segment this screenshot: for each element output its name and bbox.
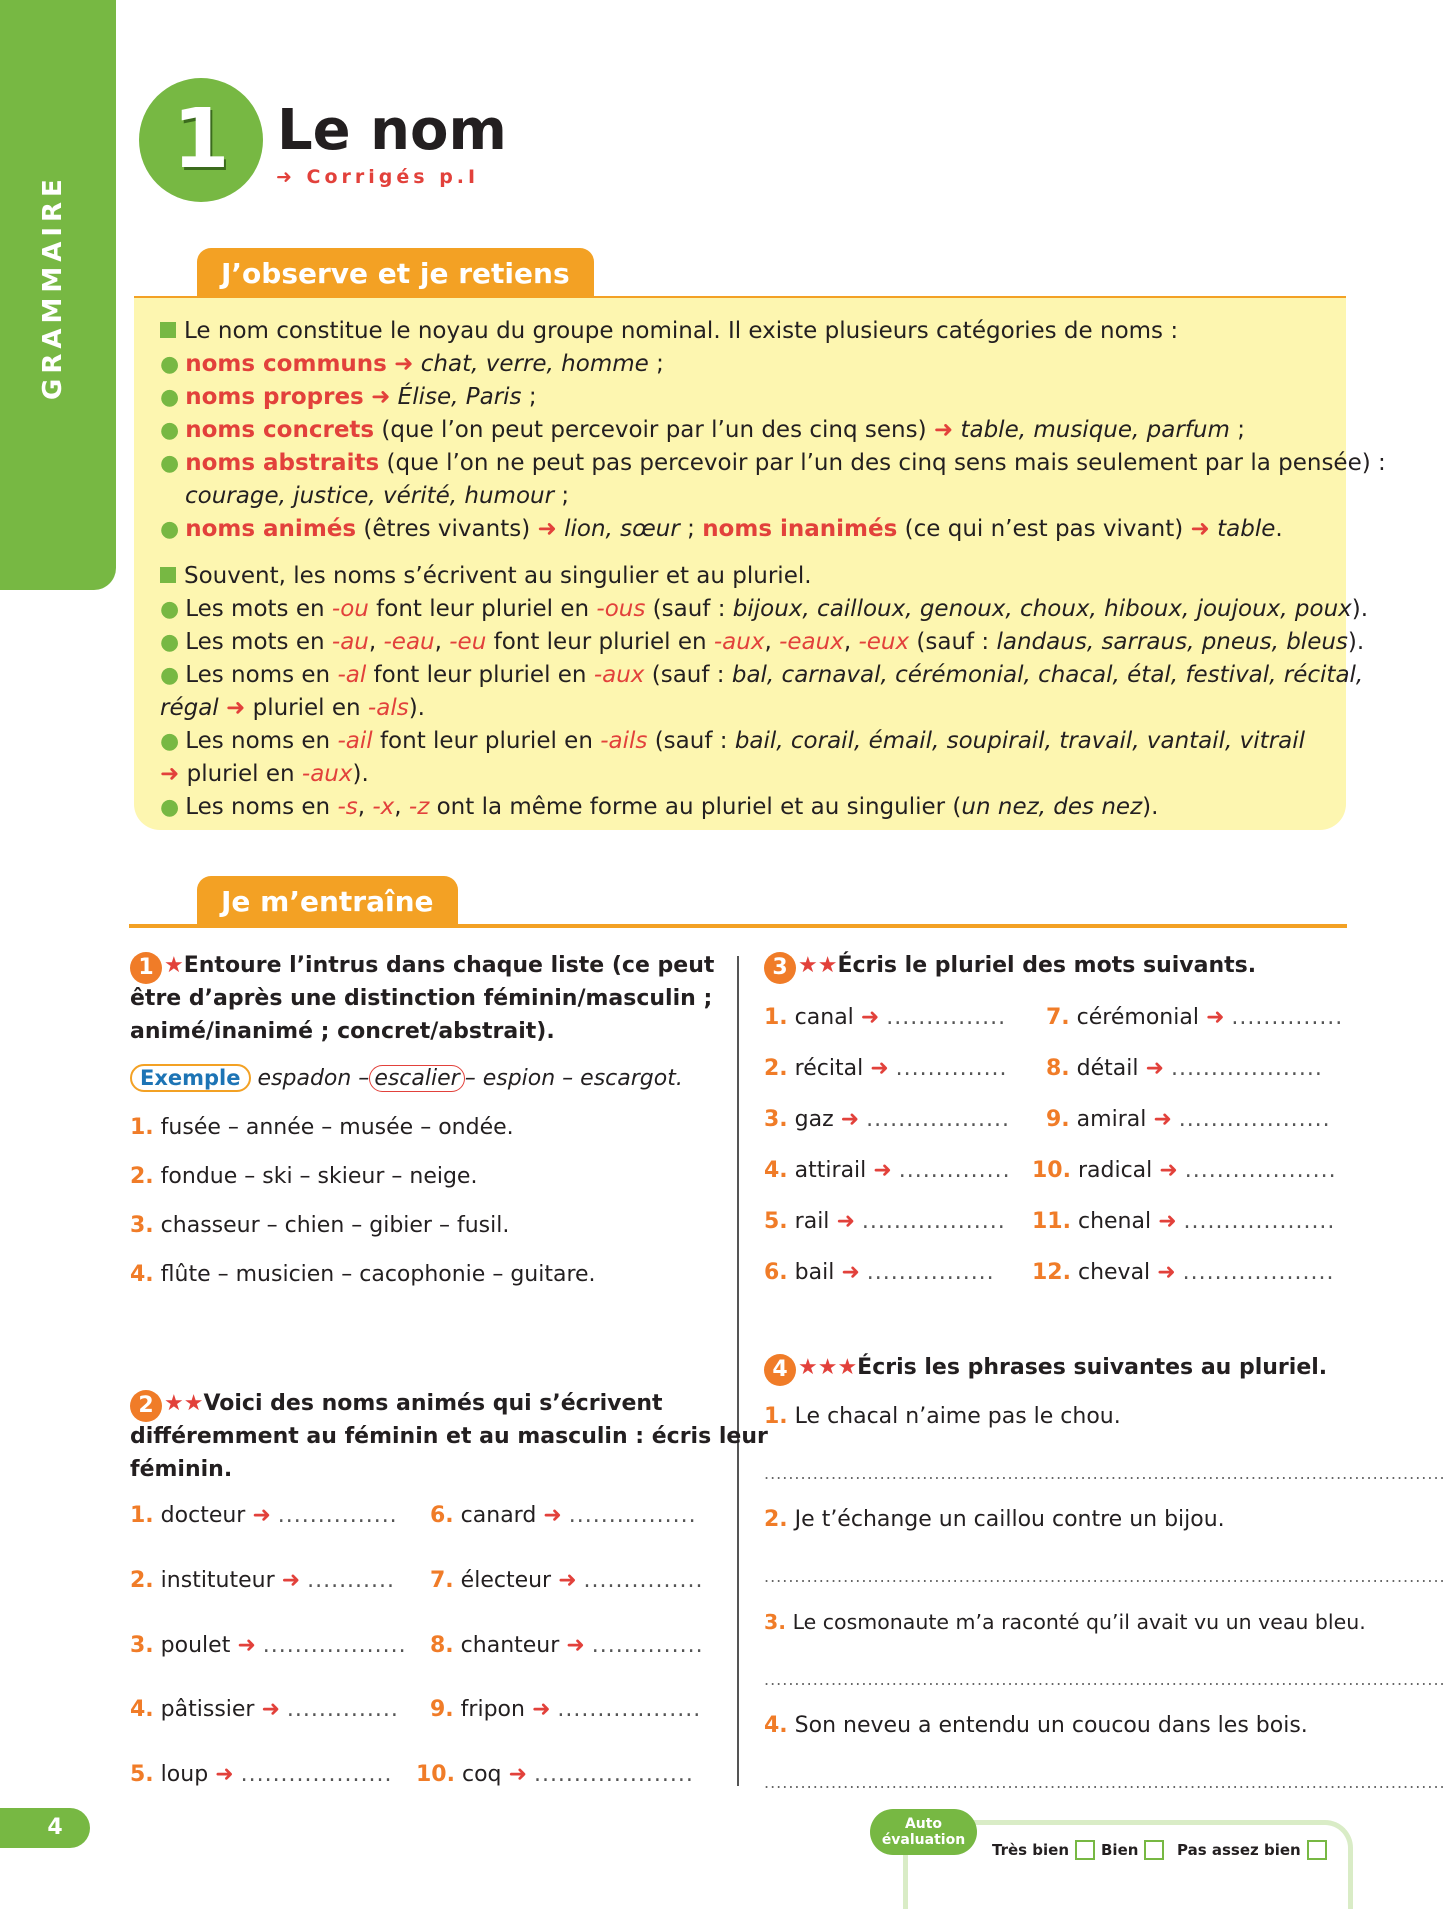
checkbox[interactable]	[1144, 1840, 1164, 1860]
exercise-1-badge: 1	[130, 952, 162, 984]
exercise-3-item[interactable]: 7. cérémonial ➜ ..............	[1046, 1005, 1344, 1030]
sidebar-label: GRAMMAIRE	[38, 174, 68, 400]
exercise-1-item[interactable]: 3. chasseur – chien – gibier – fusil.	[130, 1213, 510, 1238]
exercise-1-item[interactable]: 1. fusée – année – musée – ondée.	[130, 1115, 514, 1140]
exercise-4-badge: 4	[764, 1354, 796, 1386]
eval-option-tres-bien[interactable]: Très bien	[992, 1840, 1095, 1860]
rule-bullet-abstraits-examples: courage, justice, vérité, humour ;	[185, 483, 570, 509]
exercise-3-item[interactable]: 4. attirail ➜ ..............	[764, 1158, 1011, 1183]
exercise-3-badge: 3	[764, 952, 796, 984]
exercise-3-item[interactable]: 12. cheval ➜ ...................	[1032, 1260, 1335, 1285]
exercise-2-badge: 2	[130, 1390, 162, 1422]
example-label: Exemple	[130, 1064, 251, 1092]
exercise-2-item[interactable]: 1. docteur ➜ ...............	[130, 1503, 398, 1528]
rule-bullet-animes: ● noms animés (êtres vivants) ➜ lion, sœur ; noms inanimés (ce qui n’est pas vivant) ➜ table.	[160, 516, 1283, 542]
answer-line[interactable]: ................................................................................................................	[764, 1670, 1446, 1689]
exercise-3-item[interactable]: 11. chenal ➜ ...................	[1032, 1209, 1336, 1234]
page-number: 4	[47, 1815, 63, 1840]
chapter-title: Le nom	[277, 98, 507, 163]
rule-bullet-concrets: ● noms concrets (que l’on peut percevoir par l’un des cinq sens) ➜ table, musique, parfum ;	[160, 417, 1245, 443]
exercise-4-item: 2. Je t’échange un caillou contre un bijou.	[764, 1507, 1225, 1532]
answer-line[interactable]: ................................................................................................................	[764, 1464, 1446, 1483]
rule-plural-ou: ● Les mots en -ou font leur pluriel en -ous (sauf : bijoux, cailloux, genoux, choux, hiboux, joujoux, poux).	[160, 596, 1369, 622]
exercise-3-item[interactable]: 9. amiral ➜ ...................	[1046, 1107, 1331, 1132]
circled-intrus: escalier	[369, 1065, 464, 1092]
exercise-1-example: Exemple espadon – escalier – espion – escargot.	[130, 1064, 683, 1092]
exercise-3-item[interactable]: 3. gaz ➜ ..................	[764, 1107, 1010, 1132]
eval-option-pas-assez-bien[interactable]: Pas assez bien	[1177, 1840, 1327, 1860]
exercise-2-item[interactable]: 5. loup ➜ ...................	[130, 1762, 393, 1787]
exercise-2-item[interactable]: 4. pâtissier ➜ ..............	[130, 1697, 399, 1722]
rule-bullet-abstraits: ● noms abstraits (que l’on ne peut pas percevoir par l’un des cinq sens mais seulement par la pensée) :	[160, 450, 1386, 476]
difficulty-star-icon: ★★	[164, 1391, 204, 1416]
practice-section-rule	[129, 924, 1347, 928]
checkbox[interactable]	[1307, 1840, 1327, 1860]
exercise-1-heading-line-3: animé/inanimé ; concret/abstrait).	[130, 1019, 555, 1044]
exercise-2-heading-line-3: féminin.	[130, 1457, 233, 1482]
rule-plural-al-cont: régal ➜ pluriel en -als).	[160, 695, 425, 721]
rule-intro-1: Le nom constitue le noyau du groupe nominal. Il existe plusieurs catégories de noms :	[160, 318, 1178, 344]
exercise-3-heading: 3 ★★Écris le pluriel des mots suivants.	[764, 950, 1256, 984]
checkbox[interactable]	[1075, 1840, 1095, 1860]
difficulty-star-icon: ★★★	[798, 1355, 858, 1380]
chapter-corrections-link[interactable]: ➜ Corrigés p.I	[276, 166, 480, 188]
rule-plural-au: ● Les mots en -au, -eau, -eu font leur pluriel en -aux, -eaux, -eux (sauf : landaus, sarraus, pneus, bleus).	[160, 629, 1365, 655]
exercise-1-item[interactable]: 4. flûte – musicien – cacophonie – guitare.	[130, 1262, 596, 1287]
self-evaluation-label: Auto évaluation	[870, 1809, 977, 1855]
chapter-number: 1	[172, 92, 230, 187]
exercise-2-item[interactable]: 6. canard ➜ ................	[430, 1503, 697, 1528]
exercise-4-heading: 4 ★★★Écris les phrases suivantes au pluriel.	[764, 1352, 1327, 1386]
exercise-3-item[interactable]: 8. détail ➜ ...................	[1046, 1056, 1323, 1081]
answer-line[interactable]: ................................................................................................................	[764, 1567, 1446, 1586]
exercise-2-heading: 2 ★★Voici des noms animés qui s’écrivent	[130, 1388, 663, 1422]
exercise-2-item[interactable]: 8. chanteur ➜ ..............	[430, 1633, 704, 1658]
eval-option-bien[interactable]: Bien	[1101, 1840, 1164, 1860]
rule-bullet-communs: ● noms communs ➜ chat, verre, homme ;	[160, 351, 664, 377]
rule-plural-ail-cont: ➜ pluriel en -aux).	[160, 761, 369, 787]
exercise-2-item[interactable]: 10. coq ➜ ....................	[416, 1762, 694, 1787]
rule-plural-ail: ● Les noms en -ail font leur pluriel en -ails (sauf : bail, corail, émail, soupirail, travail, vantail, vitrail	[160, 728, 1306, 754]
exercise-4-item: 1. Le chacal n’aime pas le chou.	[764, 1404, 1121, 1429]
exercise-3-item[interactable]: 5. rail ➜ ..................	[764, 1209, 1006, 1234]
exercise-2-item[interactable]: 3. poulet ➜ ..................	[130, 1633, 407, 1658]
rules-box	[134, 298, 1386, 830]
exercise-1-heading-line-2: être d’après une distinction féminin/masculin ;	[130, 986, 713, 1011]
practice-section-tab: Je m’entraîne	[197, 876, 458, 926]
exercise-3-item[interactable]: 2. récital ➜ ..............	[764, 1056, 1008, 1081]
exercise-3-item[interactable]: 10. radical ➜ ...................	[1032, 1158, 1337, 1183]
exercise-2-item[interactable]: 7. électeur ➜ ...............	[430, 1568, 704, 1593]
exercise-4-item: 4. Son neveu a entendu un coucou dans les bois.	[764, 1713, 1308, 1738]
exercise-2-item[interactable]: 2. instituteur ➜ ...........	[130, 1568, 396, 1593]
exercise-4-item: 3. Le cosmonaute m’a raconté qu’il avait vu un veau bleu.	[764, 1610, 1366, 1634]
exercise-1-heading: 1 ★Entoure l’intrus dans chaque liste (ce peut	[130, 950, 714, 984]
rule-plural-sxz: ● Les noms en -s, -x, -z ont la même forme au pluriel et au singulier (un nez, des nez).	[160, 794, 1159, 820]
rule-bullet-propres: ● noms propres ➜ Élise, Paris ;	[160, 384, 537, 410]
exercise-1-item[interactable]: 2. fondue – ski – skieur – neige.	[130, 1164, 478, 1189]
difficulty-star-icon: ★★	[798, 953, 838, 978]
rule-plural-al: ● Les noms en -al font leur pluriel en -aux (sauf : bal, carnaval, cérémonial, chacal, étal, festival, récital,	[160, 662, 1364, 688]
exercise-2-heading-line-2: différemment au féminin et au masculin : écris leur	[130, 1424, 768, 1449]
exercise-3-item[interactable]: 1. canal ➜ ...............	[764, 1005, 1007, 1030]
observe-section-tab: J’observe et je retiens	[197, 248, 594, 298]
answer-line[interactable]: ................................................................................................................	[764, 1773, 1446, 1792]
rule-intro-2: Souvent, les noms s’écrivent au singulier et au pluriel.	[160, 563, 812, 589]
difficulty-star-icon: ★	[164, 953, 184, 978]
column-divider	[737, 956, 739, 1786]
exercise-2-item[interactable]: 9. fripon ➜ ..................	[430, 1697, 702, 1722]
exercise-3-item[interactable]: 6. bail ➜ ................	[764, 1260, 995, 1285]
